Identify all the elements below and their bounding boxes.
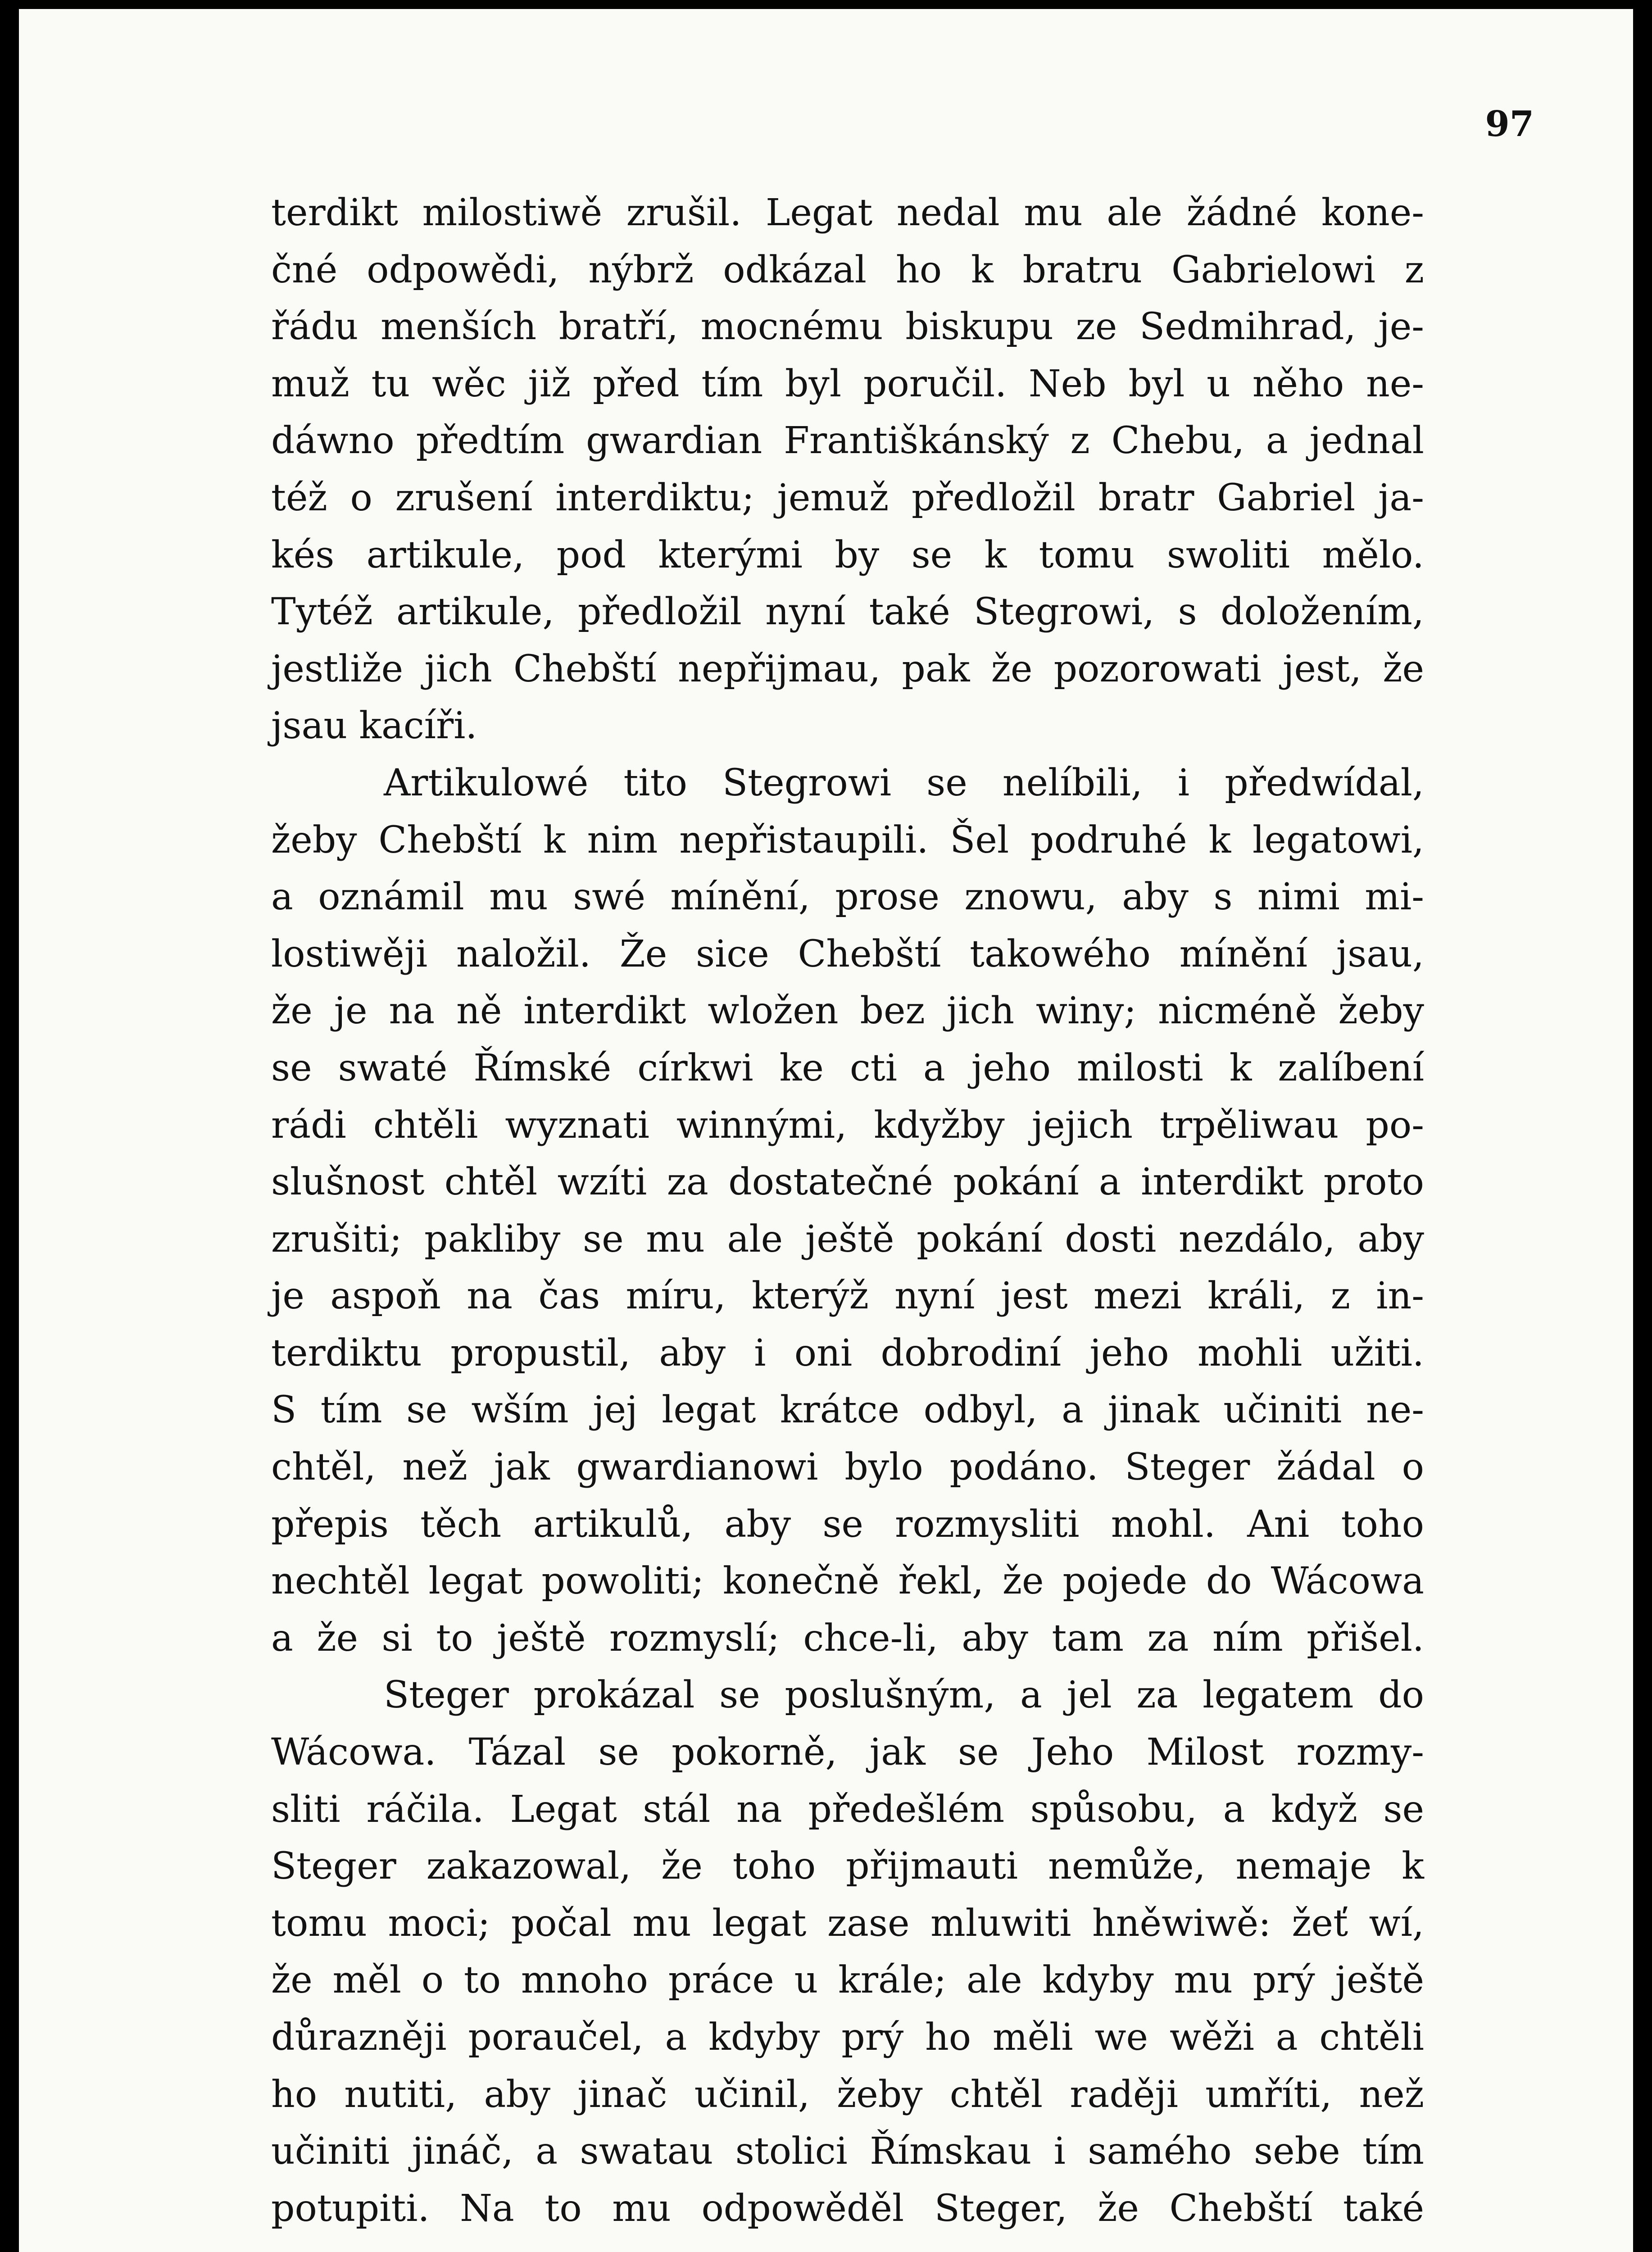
text-line: ho nutiti, aby jinač učinil, žeby chtěl raději umříti, než (271, 2073, 1424, 2116)
text-line: slušnost chtěl wzíti za dostatečné pokání a interdikt proto (271, 1161, 1424, 1204)
text-line: rádi chtěli wyznati winnými, kdyžby jejich trpěliwau po- (271, 1103, 1424, 1147)
text-line: je aspoň na čas míru, kterýž nyní jest mezi králi, z in- (271, 1275, 1424, 1318)
text-line: a oznámil mu swé mínění, prose znowu, aby s nimi mi- (271, 876, 1424, 919)
text-line: muž tu wěc již před tím byl poručil. Neb byl u něho ne- (271, 362, 1424, 405)
text-line: učiniti jináč, a swatau stolici Římskau i samého sebe tím (271, 2130, 1424, 2173)
text-line: že je na ně interdikt wložen bez jich winy; nicméně žeby (271, 990, 1424, 1033)
text-line: žeby Chebští k nim nepřistaupili. Šel podruhé k legatowi, (271, 818, 1424, 862)
text-line: sliti ráčila. Legat stál na předešlém spůsobu, a když se (271, 1788, 1424, 1831)
text-line: Artikulowé tito Stegrowi se nelíbili, i předwídal, (384, 761, 1424, 804)
text-line: Wácowa. Tázal se pokorně, jak se Jeho Milost rozmy- (271, 1731, 1424, 1774)
text-line: jestliže jich Chebští nepřijmau, pak že pozorowati jest, že (271, 647, 1424, 690)
text-line: přepis těch artikulů, aby se rozmysliti mohl. Ani toho (271, 1503, 1424, 1546)
text-line: jsau kacíři. (271, 704, 477, 748)
text-line: řádu menších bratří, mocnému biskupu ze Sedmihrad, je- (271, 305, 1424, 349)
text-line: kés artikule, pod kterými by se k tomu swoliti mělo. (271, 533, 1424, 577)
text-line: též o zrušení interdiktu; jemuž předložil bratr Gabriel ja- (271, 476, 1424, 519)
text-line: S tím se wším jej legat krátce odbyl, a jinak učiniti ne- (271, 1389, 1424, 1432)
text-line: zrušiti; pakliby se mu ale ještě pokání dosti nezdálo, aby (271, 1217, 1424, 1261)
text-line: potupiti. Na to mu odpowěděl Steger, že Chebští také (271, 2187, 1424, 2230)
text-line: terdikt milostiwě zrušil. Legat nedal mu ale žádné kone- (271, 191, 1424, 234)
text-line: se swaté Římské církwi ke cti a jeho milosti k zalíbení (271, 1046, 1424, 1090)
paper-sheet (19, 9, 1633, 2252)
body-text (271, 185, 1424, 2237)
text-line: Steger prokázal se poslušným, a jel za legatem do (384, 1674, 1424, 1717)
text-line: Steger zakazowal, že toho přijmauti nemůže, nemaje k (271, 1845, 1424, 1888)
text-line: terdiktu propustil, aby i oni dobrodiní jeho mohli užiti. (271, 1331, 1424, 1375)
page-number: 97 (1485, 104, 1534, 145)
text-line: důrazněji poraučel, a kdyby prý ho měli we wěži a chtěli (271, 2016, 1424, 2059)
text-line: čné odpowědi, nýbrž odkázal ho k bratru Gabrielowi z (271, 248, 1424, 291)
text-line: tomu moci; počal mu legat zase mluwiti hněwiwě: žeť wí, (271, 1902, 1424, 1945)
text-line: Tytéž artikule, předložil nyní také Stegrowi, s doložením, (271, 590, 1424, 634)
text-line: dáwno předtím gwardian Františkánský z Chebu, a jednal (271, 419, 1424, 463)
text-line: nechtěl legat powoliti; konečně řekl, že pojede do Wácowa (271, 1560, 1424, 1603)
text-line: lostiwěji naložil. Že sice Chebští takowého mínění jsau, (271, 932, 1424, 976)
text-line: že měl o to mnoho práce u krále; ale kdyby mu prý ještě (271, 1959, 1424, 2002)
text-line: chtěl, než jak gwardianowi bylo podáno. Steger žádal o (271, 1446, 1424, 1489)
text-line: a že si to ještě rozmyslí; chce-li, aby tam za ním přišel. (271, 1616, 1424, 1660)
